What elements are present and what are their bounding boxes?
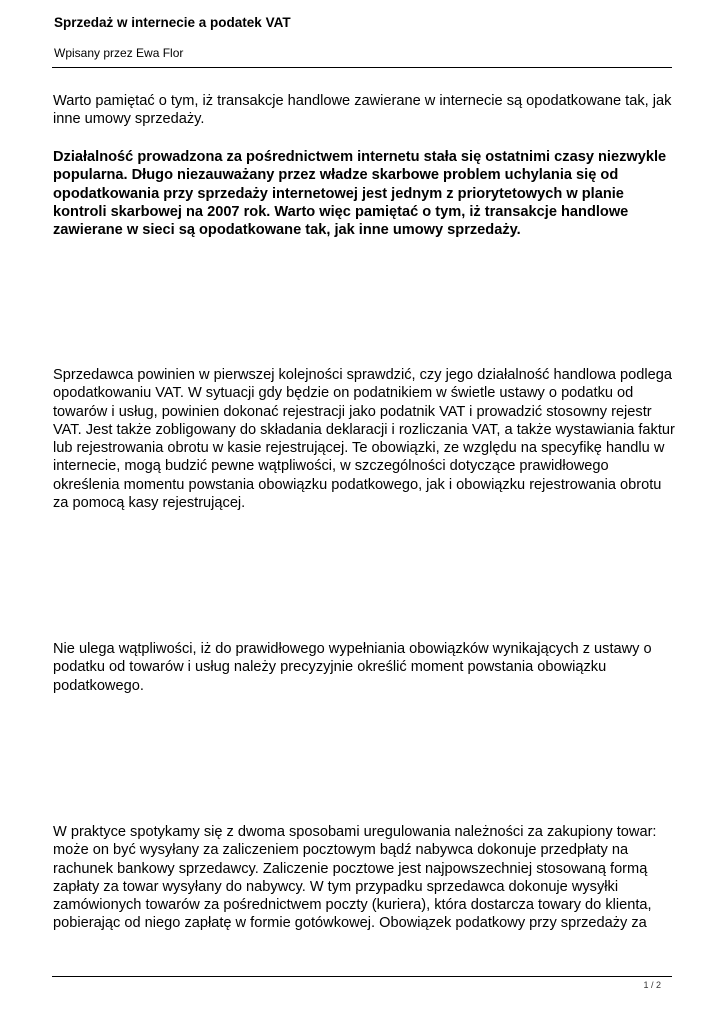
body-paragraph-4: Nie ulega wątpliwości, iż do prawidłowego wypełniania obowiązków wynikających z ustawy o podatku od towarów i usług należy precyzyjnie określić moment powstania obowiązku podatkowego. — [53, 641, 652, 694]
body-paragraph-5: W praktyce spotykamy się z dwoma sposobami uregulowania należności za zakupiony towar: może on być wysyłany za zaliczeniem pocztowym bądź nabywca dokonuje przedpłaty na rachunek bankowy sprzedawcy. Zaliczenie pocztowe jest najpowszechniej stosowaną formą zapłaty za towar wysyłany do nabywcy. W tym przypadku sprzedawca dokonuje wysyłki zamówionych towarów za pośrednictwem poczty (kuriera), która dostarcza towary do klienta, pobierając od niego zapłatę w formie gotówkowej. Obowiązek podatkowy przy sprzedaży za — [53, 824, 657, 932]
lead-paragraph: Działalność prowadzona za pośrednictwem internetu stała się ostatnimi czasy niezwykle popularna. Długo niezauważany przez władze skarbowe problem uchylania się od opodatkowania przy sprzedaży internetowej jest jednym z priorytetowych w planie kontroli skarbowej na 2007 rok. Warto więc pamiętać o tym, iż transakcje handlowe zawierane w sieci są opodatkowane tak, jak inne umowy sprzedaży. — [53, 149, 667, 239]
body-paragraph-3: Sprzedawca powinien w pierwszej kolejności sprawdzić, czy jego działalność handlowa podlega opodatkowaniu VAT. W sytuacji gdy będzie on podatnikiem w świetle ustawy o podatku od towarów i usług, powinien dokonać rejestracji jako podatnik VAT i prowadzić stosowny rejestr VAT. Jest także zobligowany do składania deklaracji i rozliczania VAT, a także wystawiania faktur lub rejestrowania obrotu w kasie rejestrującej. Te obowiązki, ze względu na specyfikę handlu w internecie, mogą budzić pewne wątpliwości, w szczególności dotyczące prawidłowego określenia momentu powstania obowiązku podatkowego, jak i obowiązku rejestrowania obrotu za pomocą kasy rejestrującej. — [53, 367, 675, 512]
body-paragraph-1: Warto pamiętać o tym, iż transakcje handlowe zawierane w internecie są opodatkowane tak, jak inne umowy sprzedaży. — [53, 93, 672, 128]
page-number: 1 / 2 — [643, 980, 661, 990]
footer-divider — [52, 976, 672, 977]
header-divider — [52, 67, 672, 68]
author-line: Wpisany przez Ewa Flor — [54, 46, 184, 60]
document-title: Sprzedaż w internecie a podatek VAT — [54, 15, 291, 30]
